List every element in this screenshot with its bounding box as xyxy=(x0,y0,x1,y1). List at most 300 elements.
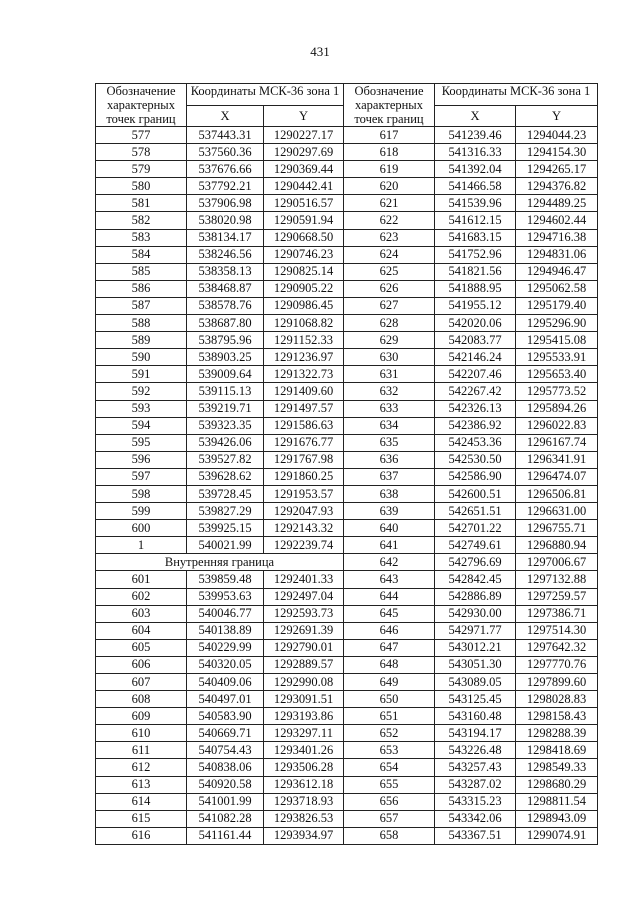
cell-point: 603 xyxy=(96,605,187,622)
cell-y: 1294831.06 xyxy=(516,246,598,263)
coordinates-body xyxy=(96,127,598,845)
cell-y: 1297514.30 xyxy=(516,622,598,639)
page-number: 431 xyxy=(310,44,330,59)
cell-x: 542600.51 xyxy=(435,485,516,502)
cell-y: 1293297.11 xyxy=(264,725,344,742)
cell-x: 540754.43 xyxy=(187,742,264,759)
cell-point: 602 xyxy=(96,588,187,605)
cell-y: 1292889.57 xyxy=(264,656,344,673)
cell-point: 586 xyxy=(96,280,187,297)
cell-point: 591 xyxy=(96,366,187,383)
table-row xyxy=(96,537,598,554)
table-row xyxy=(96,725,598,742)
cell-x: 538903.25 xyxy=(187,349,264,366)
table-row xyxy=(96,127,598,144)
cell-y: 1298288.39 xyxy=(516,725,598,742)
cell-x: 542701.22 xyxy=(435,520,516,537)
x-column-header: X xyxy=(435,105,516,127)
cell-point: 625 xyxy=(344,263,435,280)
cell-y: 1293718.93 xyxy=(264,793,344,810)
cell-y: 1290986.45 xyxy=(264,297,344,314)
cell-y: 1296755.71 xyxy=(516,520,598,537)
cell-x: 543367.51 xyxy=(435,827,516,844)
cell-x: 538358.13 xyxy=(187,263,264,280)
cell-point: 582 xyxy=(96,212,187,229)
cell-x: 540669.71 xyxy=(187,725,264,742)
cell-x: 542651.51 xyxy=(435,503,516,520)
cell-point: 626 xyxy=(344,280,435,297)
cell-x: 538687.80 xyxy=(187,315,264,332)
cell-x: 541316.33 xyxy=(435,144,516,161)
cell-point: 578 xyxy=(96,144,187,161)
cell-point: 654 xyxy=(344,759,435,776)
table-row xyxy=(96,554,598,571)
cell-y: 1292593.73 xyxy=(264,605,344,622)
cell-x: 542930.00 xyxy=(435,605,516,622)
cell-y: 1297132.88 xyxy=(516,571,598,588)
cell-y: 1291860.25 xyxy=(264,468,344,485)
cell-y: 1292790.01 xyxy=(264,639,344,656)
point-designation-header: Обозначение характерных точек границ xyxy=(96,84,187,127)
table-row xyxy=(96,759,598,776)
cell-y: 1296631.00 xyxy=(516,503,598,520)
cell-y: 1298549.33 xyxy=(516,759,598,776)
cell-x: 541955.12 xyxy=(435,297,516,314)
cell-point: 579 xyxy=(96,161,187,178)
cell-y: 1290369.44 xyxy=(264,161,344,178)
table-row xyxy=(96,144,598,161)
table-row xyxy=(96,263,598,280)
cell-y: 1296506.81 xyxy=(516,485,598,502)
cell-point: 642 xyxy=(344,554,435,571)
cell-x: 537560.36 xyxy=(187,144,264,161)
cell-y: 1299074.91 xyxy=(516,827,598,844)
cell-y: 1290668.50 xyxy=(264,229,344,246)
cell-y: 1294946.47 xyxy=(516,263,598,280)
cell-x: 538020.98 xyxy=(187,212,264,229)
cell-point: 624 xyxy=(344,246,435,263)
cell-x: 541161.44 xyxy=(187,827,264,844)
x-column-header: X xyxy=(187,105,264,127)
cell-x: 542386.92 xyxy=(435,417,516,434)
cell-y: 1298943.09 xyxy=(516,810,598,827)
table-row xyxy=(96,674,598,691)
cell-x: 540021.99 xyxy=(187,537,264,554)
cell-point: 643 xyxy=(344,571,435,588)
cell-y: 1293506.28 xyxy=(264,759,344,776)
cell-x: 540583.90 xyxy=(187,708,264,725)
cell-y: 1296880.94 xyxy=(516,537,598,554)
cell-x: 538578.76 xyxy=(187,297,264,314)
cell-y: 1293612.18 xyxy=(264,776,344,793)
cell-y: 1292691.39 xyxy=(264,622,344,639)
table-row xyxy=(96,810,598,827)
cell-x: 541466.58 xyxy=(435,178,516,195)
cell-y: 1293091.51 xyxy=(264,691,344,708)
cell-point: 580 xyxy=(96,178,187,195)
table-row xyxy=(96,332,598,349)
cell-y: 1298680.29 xyxy=(516,776,598,793)
cell-y: 1291676.77 xyxy=(264,434,344,451)
cell-x: 541239.46 xyxy=(435,127,516,144)
table-row xyxy=(96,485,598,502)
table-row xyxy=(96,468,598,485)
table-row xyxy=(96,434,598,451)
table-row xyxy=(96,229,598,246)
cell-y: 1294489.25 xyxy=(516,195,598,212)
cell-y: 1296474.07 xyxy=(516,468,598,485)
cell-y: 1294265.17 xyxy=(516,161,598,178)
cell-x: 540229.99 xyxy=(187,639,264,656)
cell-x: 540046.77 xyxy=(187,605,264,622)
cell-x: 543257.43 xyxy=(435,759,516,776)
cell-point: 607 xyxy=(96,674,187,691)
table-row xyxy=(96,366,598,383)
cell-y: 1295894.26 xyxy=(516,400,598,417)
cell-y: 1292990.08 xyxy=(264,674,344,691)
cell-y: 1291152.33 xyxy=(264,332,344,349)
table-row xyxy=(96,827,598,844)
table-row xyxy=(96,246,598,263)
cell-x: 540920.58 xyxy=(187,776,264,793)
cell-y: 1295533.91 xyxy=(516,349,598,366)
cell-x: 542749.61 xyxy=(435,537,516,554)
cell-point: 621 xyxy=(344,195,435,212)
cell-point: 647 xyxy=(344,639,435,656)
cell-x: 538795.96 xyxy=(187,332,264,349)
cell-point: 651 xyxy=(344,708,435,725)
cell-x: 543315.23 xyxy=(435,793,516,810)
cell-y: 1291068.82 xyxy=(264,315,344,332)
cell-point: 630 xyxy=(344,349,435,366)
cell-point: 617 xyxy=(344,127,435,144)
cell-x: 542586.90 xyxy=(435,468,516,485)
cell-point: 604 xyxy=(96,622,187,639)
cell-point: 623 xyxy=(344,229,435,246)
cell-point: 618 xyxy=(344,144,435,161)
cell-y: 1297006.67 xyxy=(516,554,598,571)
cell-y: 1294154.30 xyxy=(516,144,598,161)
cell-x: 540838.06 xyxy=(187,759,264,776)
cell-y: 1290227.17 xyxy=(264,127,344,144)
cell-y: 1298811.54 xyxy=(516,793,598,810)
cell-x: 542267.42 xyxy=(435,383,516,400)
table-row xyxy=(96,622,598,639)
cell-y: 1291236.97 xyxy=(264,349,344,366)
cell-point: 628 xyxy=(344,315,435,332)
table-row xyxy=(96,383,598,400)
cell-x: 539323.35 xyxy=(187,417,264,434)
cell-y: 1291767.98 xyxy=(264,451,344,468)
cell-point: 627 xyxy=(344,297,435,314)
cell-y: 1294716.38 xyxy=(516,229,598,246)
cell-x: 541612.15 xyxy=(435,212,516,229)
cell-point: 658 xyxy=(344,827,435,844)
table-row xyxy=(96,315,598,332)
cell-y: 1297259.57 xyxy=(516,588,598,605)
cell-y: 1294602.44 xyxy=(516,212,598,229)
cell-y: 1294044.23 xyxy=(516,127,598,144)
table-row xyxy=(96,605,598,622)
cell-x: 539009.64 xyxy=(187,366,264,383)
cell-x: 538468.87 xyxy=(187,280,264,297)
cell-point: 653 xyxy=(344,742,435,759)
cell-point: 615 xyxy=(96,810,187,827)
inner-boundary-label: Внутренняя граница xyxy=(96,554,344,571)
cell-x: 540320.05 xyxy=(187,656,264,673)
cell-point: 592 xyxy=(96,383,187,400)
cell-x: 538246.56 xyxy=(187,246,264,263)
cell-x: 541082.28 xyxy=(187,810,264,827)
cell-x: 541683.15 xyxy=(435,229,516,246)
cell-point: 584 xyxy=(96,246,187,263)
cell-y: 1293934.97 xyxy=(264,827,344,844)
coordinates-table xyxy=(95,83,598,845)
cell-y: 1292497.04 xyxy=(264,588,344,605)
cell-y: 1292239.74 xyxy=(264,537,344,554)
cell-point: 646 xyxy=(344,622,435,639)
cell-x: 540138.89 xyxy=(187,622,264,639)
table-row xyxy=(96,161,598,178)
cell-point: 644 xyxy=(344,588,435,605)
cell-x: 539925.15 xyxy=(187,520,264,537)
table-row xyxy=(96,212,598,229)
cell-point: 587 xyxy=(96,297,187,314)
cell-y: 1297386.71 xyxy=(516,605,598,622)
table-row xyxy=(96,691,598,708)
coordinates-header: Координаты МСК-36 зона 1 xyxy=(435,84,598,106)
cell-y: 1292143.32 xyxy=(264,520,344,537)
cell-y: 1296341.91 xyxy=(516,451,598,468)
cell-x: 539859.48 xyxy=(187,571,264,588)
cell-y: 1290746.23 xyxy=(264,246,344,263)
cell-x: 539953.63 xyxy=(187,588,264,605)
table-row xyxy=(96,503,598,520)
cell-x: 541392.04 xyxy=(435,161,516,178)
cell-point: 598 xyxy=(96,485,187,502)
cell-y: 1290591.94 xyxy=(264,212,344,229)
cell-x: 542971.77 xyxy=(435,622,516,639)
table-row xyxy=(96,297,598,314)
y-column-header: Y xyxy=(264,105,344,127)
coordinates-header: Координаты МСК-36 зона 1 xyxy=(187,84,344,106)
cell-point: 640 xyxy=(344,520,435,537)
cell-point: 605 xyxy=(96,639,187,656)
cell-y: 1295062.58 xyxy=(516,280,598,297)
cell-y: 1291409.60 xyxy=(264,383,344,400)
cell-point: 641 xyxy=(344,537,435,554)
cell-point: 656 xyxy=(344,793,435,810)
cell-x: 540409.06 xyxy=(187,674,264,691)
table-row xyxy=(96,793,598,810)
cell-point: 585 xyxy=(96,263,187,280)
cell-point: 616 xyxy=(96,827,187,844)
table-row xyxy=(96,571,598,588)
cell-point: 608 xyxy=(96,691,187,708)
cell-point: 581 xyxy=(96,195,187,212)
y-column-header: Y xyxy=(516,105,598,127)
cell-point: 601 xyxy=(96,571,187,588)
cell-y: 1295773.52 xyxy=(516,383,598,400)
cell-point: 606 xyxy=(96,656,187,673)
cell-y: 1292047.93 xyxy=(264,503,344,520)
cell-x: 542326.13 xyxy=(435,400,516,417)
cell-y: 1295415.08 xyxy=(516,332,598,349)
cell-x: 543226.48 xyxy=(435,742,516,759)
cell-x: 542530.50 xyxy=(435,451,516,468)
table-row xyxy=(96,400,598,417)
cell-point: 614 xyxy=(96,793,187,810)
cell-y: 1293193.86 xyxy=(264,708,344,725)
cell-y: 1298158.43 xyxy=(516,708,598,725)
table-row xyxy=(96,178,598,195)
cell-x: 541821.56 xyxy=(435,263,516,280)
cell-x: 537792.21 xyxy=(187,178,264,195)
cell-y: 1292401.33 xyxy=(264,571,344,588)
cell-x: 539628.62 xyxy=(187,468,264,485)
cell-point: 634 xyxy=(344,417,435,434)
cell-y: 1291497.57 xyxy=(264,400,344,417)
cell-y: 1295296.90 xyxy=(516,315,598,332)
cell-point: 610 xyxy=(96,725,187,742)
cell-y: 1290905.22 xyxy=(264,280,344,297)
cell-point: 619 xyxy=(344,161,435,178)
cell-point: 577 xyxy=(96,127,187,144)
cell-y: 1297642.32 xyxy=(516,639,598,656)
table-row xyxy=(96,520,598,537)
cell-y: 1290442.41 xyxy=(264,178,344,195)
cell-point: 648 xyxy=(344,656,435,673)
cell-y: 1291586.63 xyxy=(264,417,344,434)
cell-point: 599 xyxy=(96,503,187,520)
cell-point: 590 xyxy=(96,349,187,366)
table-row xyxy=(96,417,598,434)
cell-y: 1290825.14 xyxy=(264,263,344,280)
cell-x: 543125.45 xyxy=(435,691,516,708)
cell-x: 540497.01 xyxy=(187,691,264,708)
cell-x: 541001.99 xyxy=(187,793,264,810)
cell-point: 645 xyxy=(344,605,435,622)
cell-point: 655 xyxy=(344,776,435,793)
cell-x: 539527.82 xyxy=(187,451,264,468)
table-row xyxy=(96,639,598,656)
cell-x: 539115.13 xyxy=(187,383,264,400)
cell-point: 600 xyxy=(96,520,187,537)
table-row xyxy=(96,588,598,605)
cell-x: 541888.95 xyxy=(435,280,516,297)
cell-point: 613 xyxy=(96,776,187,793)
cell-point: 632 xyxy=(344,383,435,400)
cell-y: 1298028.83 xyxy=(516,691,598,708)
cell-point: 1 xyxy=(96,537,187,554)
cell-x: 543342.06 xyxy=(435,810,516,827)
table-row xyxy=(96,708,598,725)
table-row xyxy=(96,195,598,212)
cell-x: 541752.96 xyxy=(435,246,516,263)
cell-point: 594 xyxy=(96,417,187,434)
cell-y: 1297899.60 xyxy=(516,674,598,691)
cell-y: 1294376.82 xyxy=(516,178,598,195)
cell-y: 1298418.69 xyxy=(516,742,598,759)
cell-x: 542453.36 xyxy=(435,434,516,451)
table-row xyxy=(96,776,598,793)
cell-y: 1290297.69 xyxy=(264,144,344,161)
cell-x: 542207.46 xyxy=(435,366,516,383)
cell-point: 652 xyxy=(344,725,435,742)
cell-y: 1290516.57 xyxy=(264,195,344,212)
cell-point: 620 xyxy=(344,178,435,195)
cell-x: 542020.06 xyxy=(435,315,516,332)
cell-x: 543287.02 xyxy=(435,776,516,793)
table-row xyxy=(96,742,598,759)
cell-point: 609 xyxy=(96,708,187,725)
cell-point: 639 xyxy=(344,503,435,520)
cell-x: 542886.89 xyxy=(435,588,516,605)
cell-point: 583 xyxy=(96,229,187,246)
cell-point: 589 xyxy=(96,332,187,349)
cell-point: 593 xyxy=(96,400,187,417)
cell-x: 539426.06 xyxy=(187,434,264,451)
cell-x: 537906.98 xyxy=(187,195,264,212)
cell-x: 539827.29 xyxy=(187,503,264,520)
cell-x: 542842.45 xyxy=(435,571,516,588)
cell-point: 596 xyxy=(96,451,187,468)
table-row xyxy=(96,280,598,297)
table-row xyxy=(96,451,598,468)
cell-y: 1296167.74 xyxy=(516,434,598,451)
point-designation-header: Обозначение характерных точек границ xyxy=(344,84,435,127)
cell-x: 543160.48 xyxy=(435,708,516,725)
cell-y: 1297770.76 xyxy=(516,656,598,673)
cell-point: 636 xyxy=(344,451,435,468)
cell-x: 541539.96 xyxy=(435,195,516,212)
cell-y: 1291322.73 xyxy=(264,366,344,383)
cell-x: 542083.77 xyxy=(435,332,516,349)
cell-x: 542146.24 xyxy=(435,349,516,366)
cell-point: 650 xyxy=(344,691,435,708)
cell-point: 595 xyxy=(96,434,187,451)
cell-point: 637 xyxy=(344,468,435,485)
cell-x: 539219.71 xyxy=(187,400,264,417)
cell-y: 1296022.83 xyxy=(516,417,598,434)
cell-point: 588 xyxy=(96,315,187,332)
cell-point: 633 xyxy=(344,400,435,417)
cell-point: 597 xyxy=(96,468,187,485)
cell-y: 1295179.40 xyxy=(516,297,598,314)
cell-point: 612 xyxy=(96,759,187,776)
cell-point: 635 xyxy=(344,434,435,451)
cell-y: 1293826.53 xyxy=(264,810,344,827)
cell-point: 622 xyxy=(344,212,435,229)
cell-point: 649 xyxy=(344,674,435,691)
cell-point: 638 xyxy=(344,485,435,502)
cell-y: 1293401.26 xyxy=(264,742,344,759)
cell-x: 542796.69 xyxy=(435,554,516,571)
cell-x: 543051.30 xyxy=(435,656,516,673)
cell-x: 539728.45 xyxy=(187,485,264,502)
cell-y: 1295653.40 xyxy=(516,366,598,383)
table-row xyxy=(96,349,598,366)
table-row xyxy=(96,656,598,673)
cell-point: 631 xyxy=(344,366,435,383)
cell-x: 537676.66 xyxy=(187,161,264,178)
cell-y: 1291953.57 xyxy=(264,485,344,502)
cell-point: 611 xyxy=(96,742,187,759)
cell-x: 543012.21 xyxy=(435,639,516,656)
cell-point: 657 xyxy=(344,810,435,827)
cell-x: 543194.17 xyxy=(435,725,516,742)
cell-x: 543089.05 xyxy=(435,674,516,691)
